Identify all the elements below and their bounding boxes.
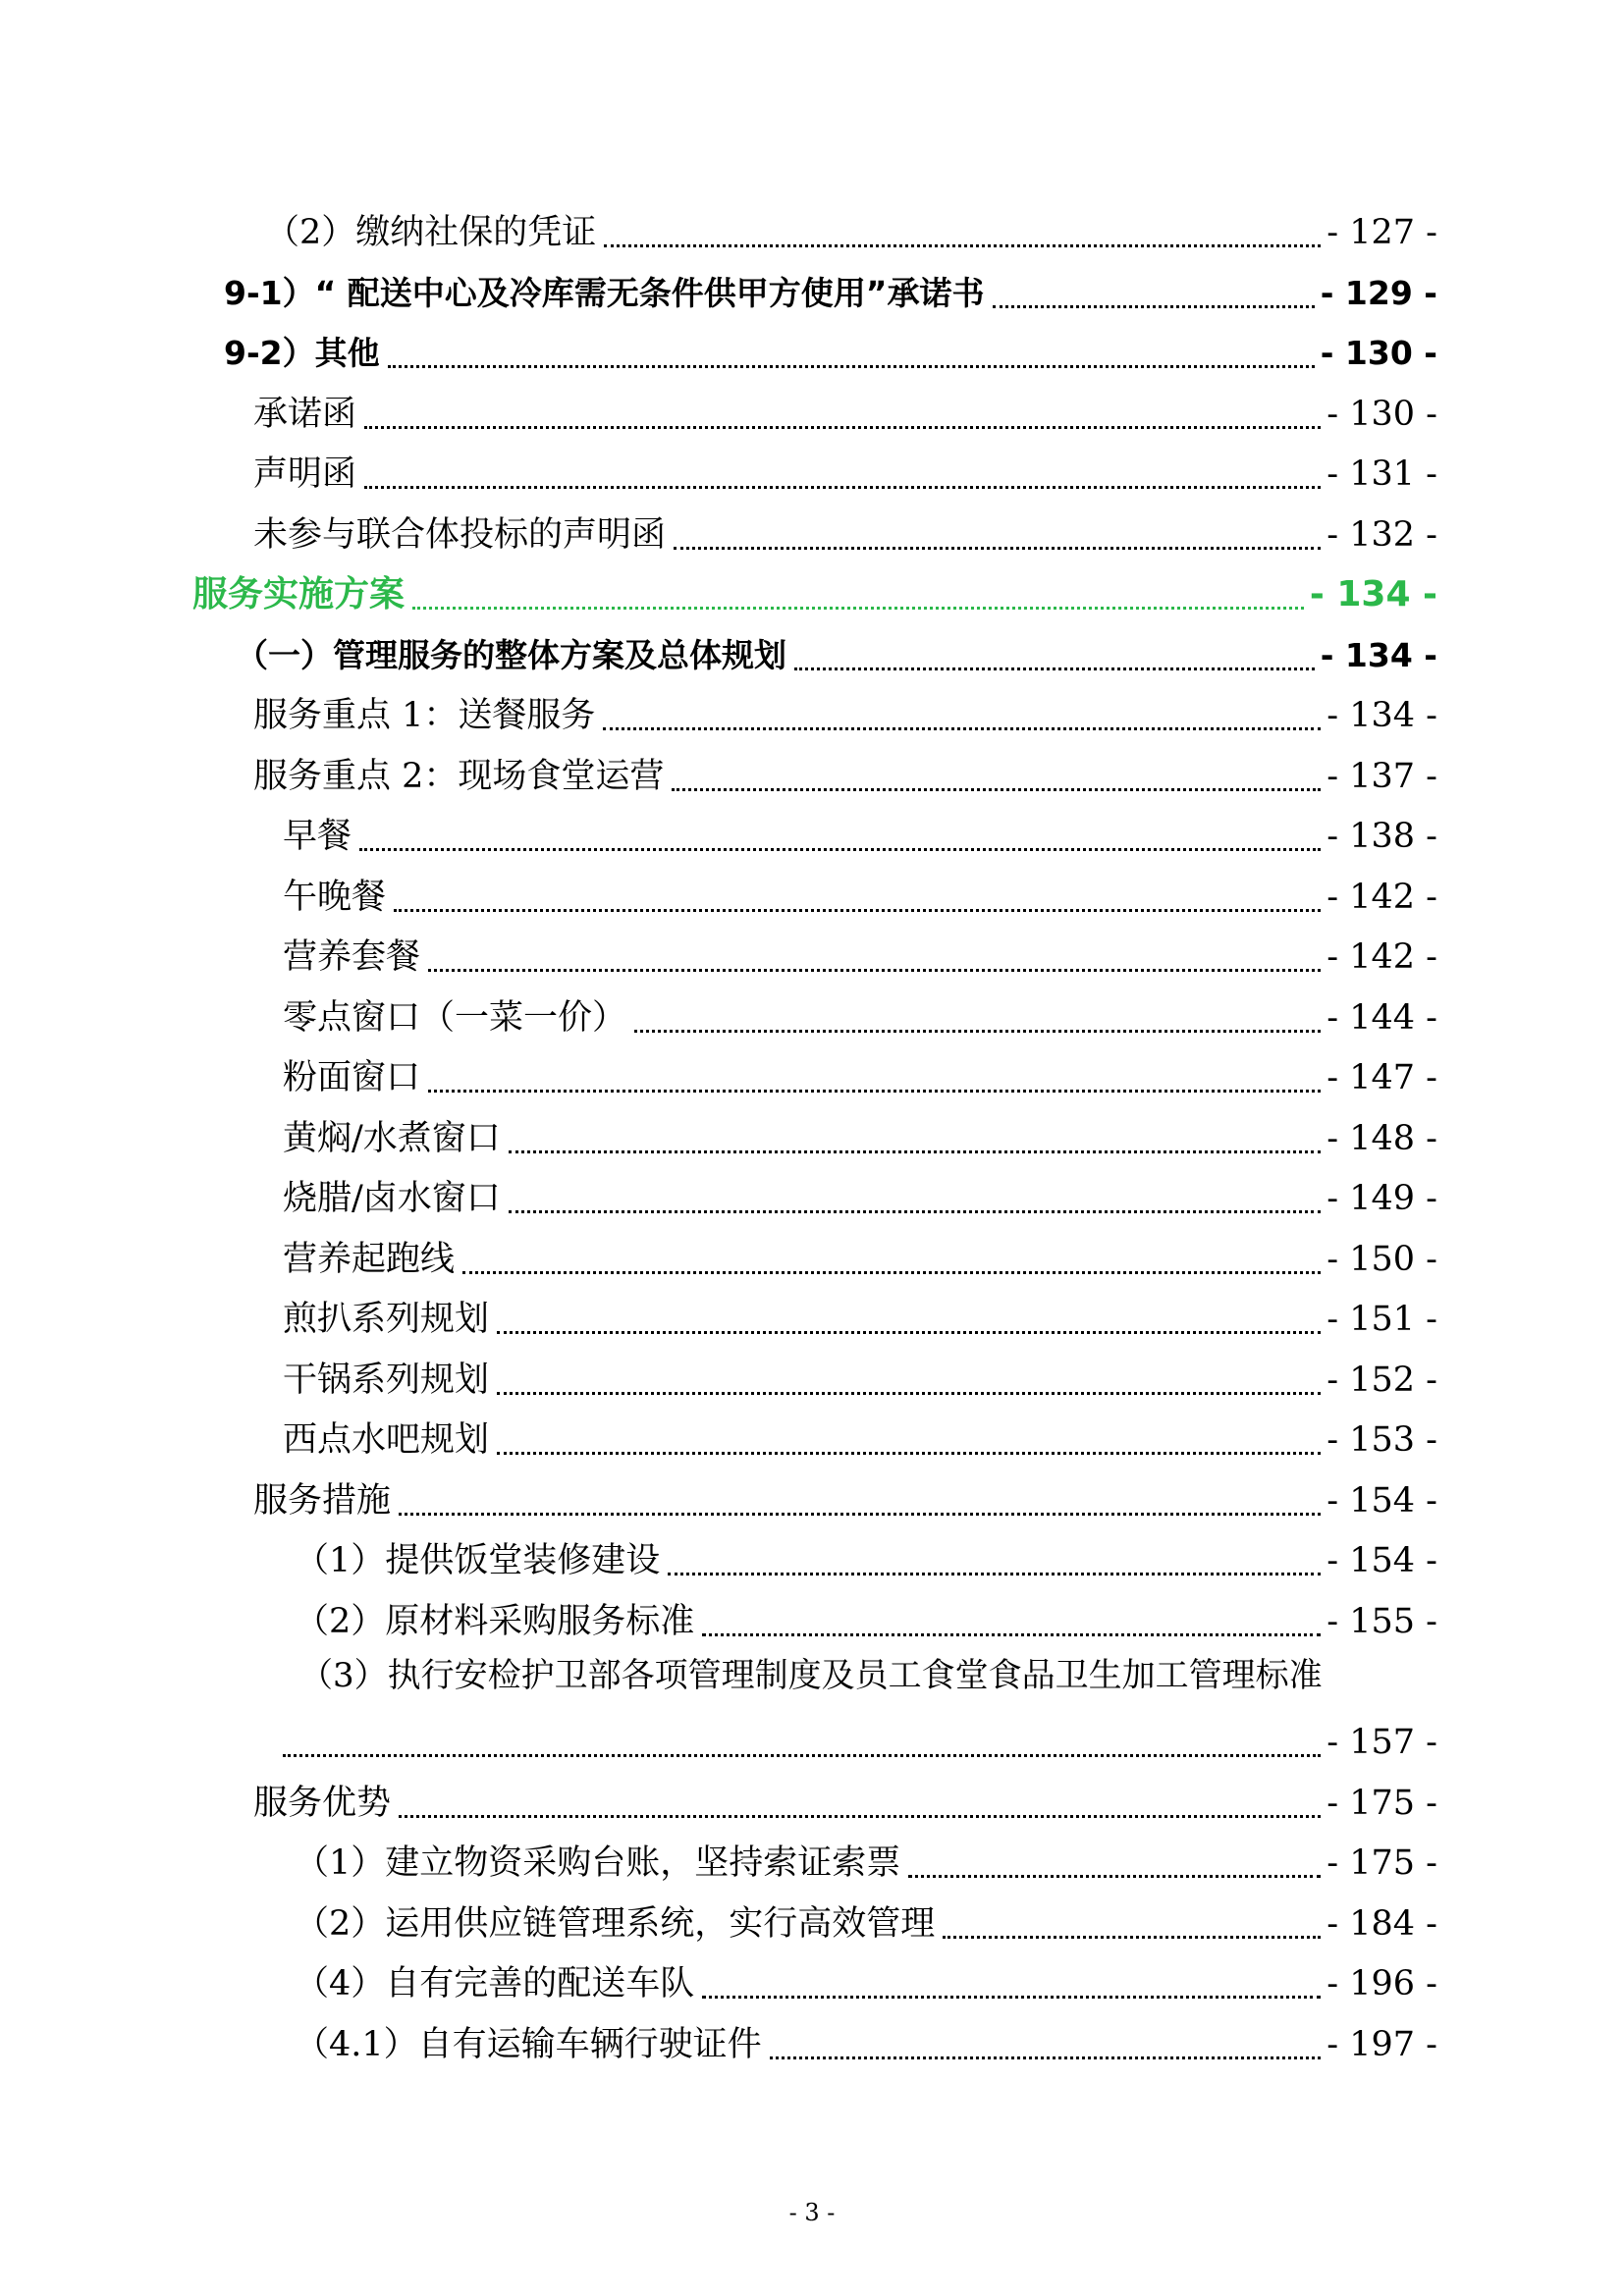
toc-leader-dots <box>399 1815 1321 1818</box>
toc-entry-page: - 175 - <box>1326 1784 1437 1823</box>
toc-entry-title: 营养套餐 <box>283 937 421 977</box>
toc-leader-dots <box>603 727 1321 730</box>
toc-entry[interactable] <box>0 1469 1624 1524</box>
toc-entry-page: - 148 - <box>1326 1119 1437 1158</box>
toc-leader-dots <box>399 1513 1321 1516</box>
toc-entry-page: - 147 - <box>1326 1058 1437 1097</box>
toc-entry-title: （一）管理服务的整体方案及总体规划 <box>236 636 786 674</box>
toc-entry-title: （1）建立物资采购台账，坚持索证索票 <box>295 1843 901 1883</box>
toc-leader-dots <box>359 848 1321 851</box>
toc-entry-title: （4）自有完善的配送车队 <box>295 1964 695 2003</box>
toc-entry-title: 9-1）“ 配送中心及冷库需无条件供甲方使用”承诺书 <box>224 274 985 312</box>
toc-leader-dots <box>462 1271 1321 1274</box>
toc-entry-title: 烧腊/卤水窗口 <box>283 1179 501 1218</box>
toc-entry-title: （4.1）自有运输车辆行驶证件 <box>295 2025 762 2064</box>
toc-leader-dots <box>497 1392 1321 1395</box>
toc-leader-dots <box>604 244 1321 247</box>
toc-entry[interactable] <box>0 383 1624 438</box>
toc-leader-dots <box>364 486 1321 489</box>
toc-entry[interactable] <box>0 1529 1624 1584</box>
toc-entry-title: 承诺函 <box>253 395 357 434</box>
toc-entry-page: - 138 - <box>1326 817 1437 856</box>
toc-entry-page: - 134 - <box>1326 696 1437 735</box>
toc-entry[interactable] <box>0 1832 1624 1887</box>
toc-entry-title: 服务实施方案 <box>192 574 406 614</box>
toc-entry-title: （2）运用供应链管理系统，实行高效管理 <box>295 1904 936 1944</box>
toc-entry-page: - 175 - <box>1326 1843 1437 1883</box>
toc-leader-dots <box>634 1030 1321 1033</box>
toc-entry-title: 煎扒系列规划 <box>283 1300 490 1339</box>
toc-entry-title: 早餐 <box>283 817 352 856</box>
toc-entry-title: 声明函 <box>253 454 357 494</box>
toc-entry[interactable] <box>0 805 1624 860</box>
toc-entry[interactable] <box>0 201 1624 256</box>
toc-entry-wrapped[interactable] <box>0 1650 1624 1766</box>
toc-entry[interactable] <box>0 1107 1624 1162</box>
toc-entry[interactable] <box>0 443 1624 498</box>
toc-entry-page: - 130 - <box>1320 334 1437 372</box>
toc-entry-title: 未参与联合体投标的声明函 <box>253 515 667 555</box>
toc-entry-title: 粉面窗口 <box>283 1058 421 1097</box>
toc-entry-page: - 152 - <box>1326 1361 1437 1400</box>
toc-entry-page: - 129 - <box>1320 274 1437 312</box>
toc-entry-title: 9-2）其他 <box>224 334 380 372</box>
toc-entry[interactable] <box>0 1167 1624 1222</box>
toc-entry[interactable] <box>0 624 1624 679</box>
toc-leader-dots <box>908 1875 1321 1878</box>
toc-entry[interactable] <box>0 322 1624 377</box>
toc-entry-page: - 149 - <box>1326 1179 1437 1218</box>
toc-entry-page: - 142 - <box>1326 878 1437 917</box>
page-number-footer: - 3 - <box>788 2199 836 2226</box>
toc-entry-page: - 150 - <box>1326 1240 1437 1279</box>
toc-entry[interactable] <box>0 1893 1624 1948</box>
toc-leader-dots <box>668 1573 1321 1575</box>
toc-entry-page: - 154 - <box>1326 1481 1437 1521</box>
toc-leader-dots <box>283 1754 1321 1757</box>
toc-entry[interactable] <box>0 1772 1624 1827</box>
toc-entry-title: 午晚餐 <box>283 878 387 917</box>
toc-entry[interactable] <box>0 684 1624 739</box>
toc-leader-dots <box>770 2056 1322 2059</box>
toc-leader-dots <box>412 607 1304 610</box>
toc-leader-dots <box>497 1452 1321 1455</box>
toc-leader-dots <box>388 365 1315 368</box>
toc-entry-page: - 154 - <box>1326 1541 1437 1580</box>
toc-entry-page: - 157 - <box>1326 1723 1437 1762</box>
toc-entry-page: - 184 - <box>1326 1904 1437 1944</box>
toc-entry-title: 干锅系列规划 <box>283 1361 490 1400</box>
toc-entry[interactable] <box>0 1349 1624 1404</box>
toc-entry[interactable] <box>0 504 1624 559</box>
toc-entry[interactable] <box>0 1952 1624 2007</box>
toc-entry-page: - 196 - <box>1326 1964 1437 2003</box>
toc-entry-page: - 134 - <box>1309 574 1437 614</box>
toc-entry-page: - 132 - <box>1326 515 1437 555</box>
toc-entry-title: 西点水吧规划 <box>283 1420 490 1460</box>
toc-entry-title: 营养起跑线 <box>283 1240 456 1279</box>
toc-entry[interactable] <box>0 1046 1624 1101</box>
toc-entry[interactable] <box>0 1590 1624 1645</box>
toc-entry-page: - 197 - <box>1326 2025 1437 2064</box>
toc-leader-dots <box>364 426 1321 429</box>
toc-entry[interactable] <box>0 866 1624 921</box>
toc-entry-page: - 130 - <box>1326 395 1437 434</box>
toc-entry[interactable] <box>0 1288 1624 1343</box>
toc-entry-page: - 153 - <box>1326 1420 1437 1460</box>
toc-leader-dots <box>497 1331 1321 1334</box>
toc-entry[interactable] <box>0 745 1624 800</box>
toc-entry-page: - 127 - <box>1326 213 1437 252</box>
toc-entry-title: （2）缴纳社保的凭证 <box>265 213 597 252</box>
toc-entry-title: 服务重点 1：送餐服务 <box>253 696 596 735</box>
toc-entry-page: - 131 - <box>1326 454 1437 494</box>
toc-entry[interactable] <box>0 1228 1624 1283</box>
toc-entry-page: - 151 - <box>1326 1300 1437 1339</box>
toc-entry-title: 零点窗口（一菜一价） <box>283 998 627 1038</box>
toc-entry-page: - 137 - <box>1326 757 1437 796</box>
toc-entry-title: （2）原材料采购服务标准 <box>295 1602 695 1641</box>
toc-leader-dots <box>509 1150 1321 1153</box>
toc-entry-title: 服务措施 <box>253 1481 392 1521</box>
toc-entry[interactable] <box>0 1409 1624 1464</box>
toc-leader-dots <box>794 667 1315 670</box>
toc-entry[interactable] <box>0 987 1624 1041</box>
toc-leader-dots <box>428 969 1321 972</box>
toc-entry[interactable] <box>0 926 1624 981</box>
toc-entry[interactable] <box>0 262 1624 317</box>
toc-section-heading[interactable] <box>0 563 1624 618</box>
toc-leader-dots <box>509 1210 1321 1213</box>
toc-leader-dots <box>702 1996 1321 1999</box>
toc-entry-title: （1）提供饭堂装修建设 <box>295 1541 661 1580</box>
toc-leader-dots <box>702 1633 1321 1636</box>
toc-leader-dots <box>943 1936 1321 1939</box>
toc-entry-title: 服务重点 2：现场食堂运营 <box>253 757 665 796</box>
toc-leader-dots <box>394 909 1321 912</box>
toc-entry-page: - 134 - <box>1320 636 1437 674</box>
toc-entry-page: - 144 - <box>1326 998 1437 1038</box>
toc-entry[interactable] <box>0 2013 1624 2068</box>
toc-leader-dots <box>672 788 1321 791</box>
toc-leader-dots <box>428 1090 1321 1093</box>
toc-leader-dots <box>993 305 1315 308</box>
toc-entry-page: - 155 - <box>1326 1602 1437 1641</box>
toc-leader-dots <box>674 547 1321 550</box>
toc-entry-title: 服务优势 <box>253 1784 392 1823</box>
toc-entry-title: （3）执行安检护卫部各项管理制度及员工食堂食品卫生加工管理标准 <box>299 1656 1323 1695</box>
toc-entry-title: 黄焖/水煮窗口 <box>283 1119 501 1158</box>
toc-entry-page: - 142 - <box>1326 937 1437 977</box>
